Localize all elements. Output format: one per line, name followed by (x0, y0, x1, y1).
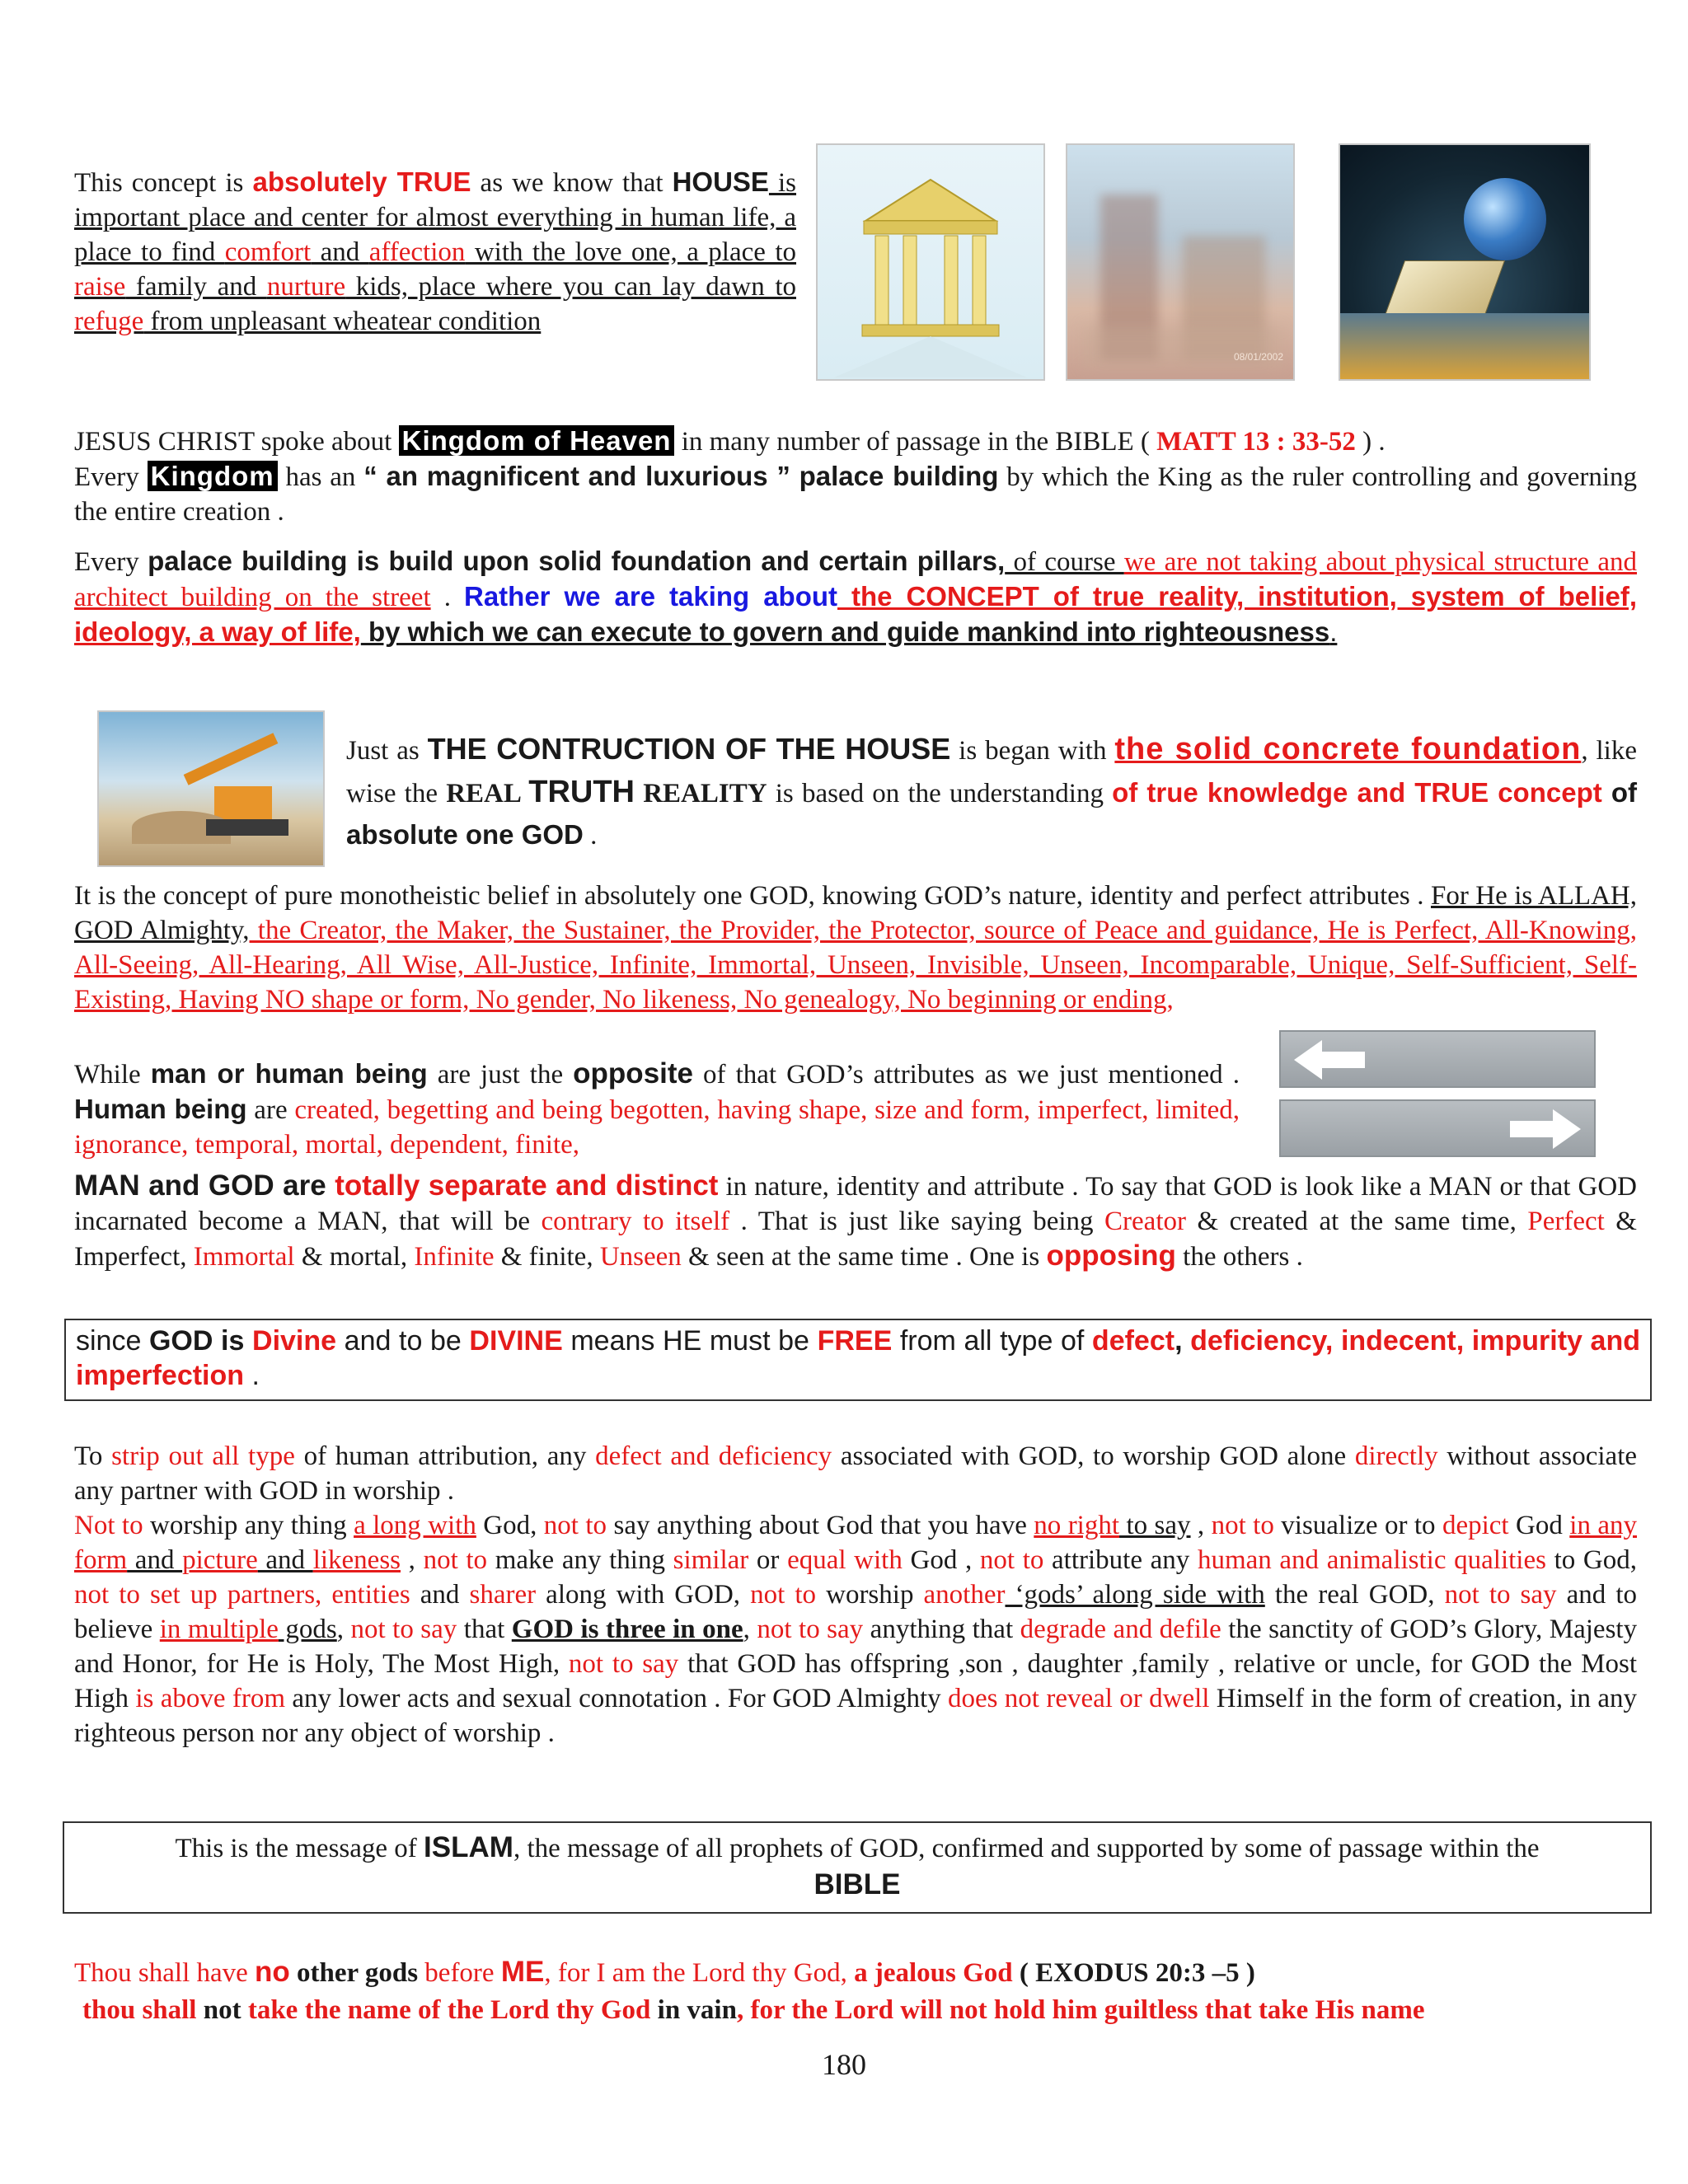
open-book-icon (1383, 260, 1505, 320)
temple-pillars-image (816, 143, 1045, 381)
islam-message: This is the message of ISLAM, the message of all prophets of GOD, confirmed and supported by some of passage within the BIBLE (175, 1831, 1540, 1900)
strip-out-paragraph: To strip out all type of human attribution, any defect and deficiency associated with GOD, to worship GOD alone directly without associate any partner with GOD in worship . (74, 1441, 1638, 1506)
page-number: 180 (822, 2048, 866, 2081)
city-building-image (1066, 143, 1295, 381)
right-arrow-sign (1279, 1099, 1596, 1157)
excavator-image (97, 710, 325, 867)
right-arrow-icon (1507, 1106, 1581, 1152)
excavator-arm-icon (184, 733, 279, 785)
construction-paragraph: Just as THE CONTRUCTION OF THE HOUSE is began with the solid concrete foundation, like wise the REAL TRUTH REALITY is based on the understanding of true knowledge and TRUE concept of absolute one GOD . (346, 732, 1637, 851)
divine-statement-box (64, 1319, 1652, 1401)
palace-paragraph: Every palace building is build upon solid foundation and certain pillars, of course we are not taking about physical structure and architect building on the street . Rather we are taking about the CONCEPT of true reality, institution, system of belief, ideology, a way of life, by which we can execute to govern and guide mankind into righteousness. (74, 546, 1637, 647)
man-and-god-paragraph: MAN and GOD are totally separate and distinct in nature, identity and attribute . To say that GOD is look like a MAN or that GOD incarnated become a MAN, that will be contrary to itself . That is just like saying being Creator & created at the same time, Perfect & Imperfect, Immortal & mortal, Infinite & finite, Unseen & seen at the same time . One is opposing the others . (74, 1169, 1637, 1272)
temple-pillars-icon (818, 145, 1043, 379)
vain-verse: thou shall not take the name of the Lord thy God in vain, for the Lord will not hold him guiltless that take His name (82, 1995, 1425, 2025)
intro-paragraph: This concept is absolutely TRUE as we know that HOUSE is important place and center for almost everything in human life, a place to find comfort and affection with the love one, a place to raise family and nurture kids, place where you can lay dawn to refuge from unpleasant wheatear condition (74, 166, 797, 336)
kingdom-of-heaven-highlight: Kingdom of Heaven (399, 425, 675, 456)
exodus-verse: Thou shall have no other gods before ME, for I am the Lord thy God, a jealous God ( EXODUS 20:3 –5 ) (74, 1956, 1255, 1988)
earth-icon (1464, 178, 1546, 260)
kingdom-highlight: Kingdom (148, 461, 278, 491)
date-stamp: 08/01/2002 (1233, 351, 1283, 363)
arrow-signs-image (1279, 1030, 1596, 1162)
earth-book-image (1339, 143, 1591, 381)
divine-statement: since GOD is Divine and to be DIVINE means HE must be FREE from all type of defect, deficiency, indecent, impurity and imperfection . (76, 1325, 1640, 1391)
monotheism-paragraph: It is the concept of pure monotheistic belief in absolutely one GOD, knowing GOD’s nature, identity and perfect attributes . For He is ALLAH, GOD Almighty, the Creator, the Maker, the Sustainer, the Provider, the Protector, source of Peace and guidance, He is Perfect, All-Knowing, All-Seeing, All-Hearing, All Wise, All-Justice, Infinite, Immortal, Unseen, Invisible, Unseen, Incomparable, Unique, Self-Sufficient, Self-Existing, Having NO shape or form, No gender, No likeness, No genealogy, No beginning or ending, (74, 881, 1637, 1015)
islam-message-box (63, 1821, 1652, 1914)
kingdom-paragraph: JESUS CHRIST spoke about Kingdom of Heaven in many number of passage in the BIBLE ( MATT 13 : 33-52 ) . Every Kingdom has an “ an magnificent and luxurious ” palace building by which the King as the ruler controlling and governing the entire creation . (74, 425, 1637, 527)
left-arrow-sign (1279, 1030, 1596, 1088)
left-arrow-icon (1294, 1037, 1368, 1083)
human-being-paragraph: While man or human being are just the opposite of that GOD’s attributes as we just mentioned . Human being are created, begetting and being begotten, having shape, size and form, imperfect, limited, ignorance, temporal, mortal, dependent, finite, (74, 1057, 1240, 1160)
not-to-paragraph: Not to worship any thing a long with God, not to say anything about God that you have no right to say , not to visualize or to depict God in any form and picture and likeness , not to make any thing similar or equal with God , not to attribute any human and animalistic qualities to God, not to set up partners, entities and sharer along with GOD, not to worship another ‘gods’ along side with the real GOD, not to say and to believe in multiple gods, not to say that GOD is three in one, not to say anything that degrade and defile the sanctity of GOD’s Glory, Majesty and Honor, for He is Holy, The Most High, not to say that GOD has offspring ,son , daughter ,family , relative or uncle, for GOD the Most High is above from any lower acts and sexual connotation . For GOD Almighty does not reveal or dwell Himself in the form of creation, in any righteous person nor any object of worship . (74, 1511, 1638, 1748)
